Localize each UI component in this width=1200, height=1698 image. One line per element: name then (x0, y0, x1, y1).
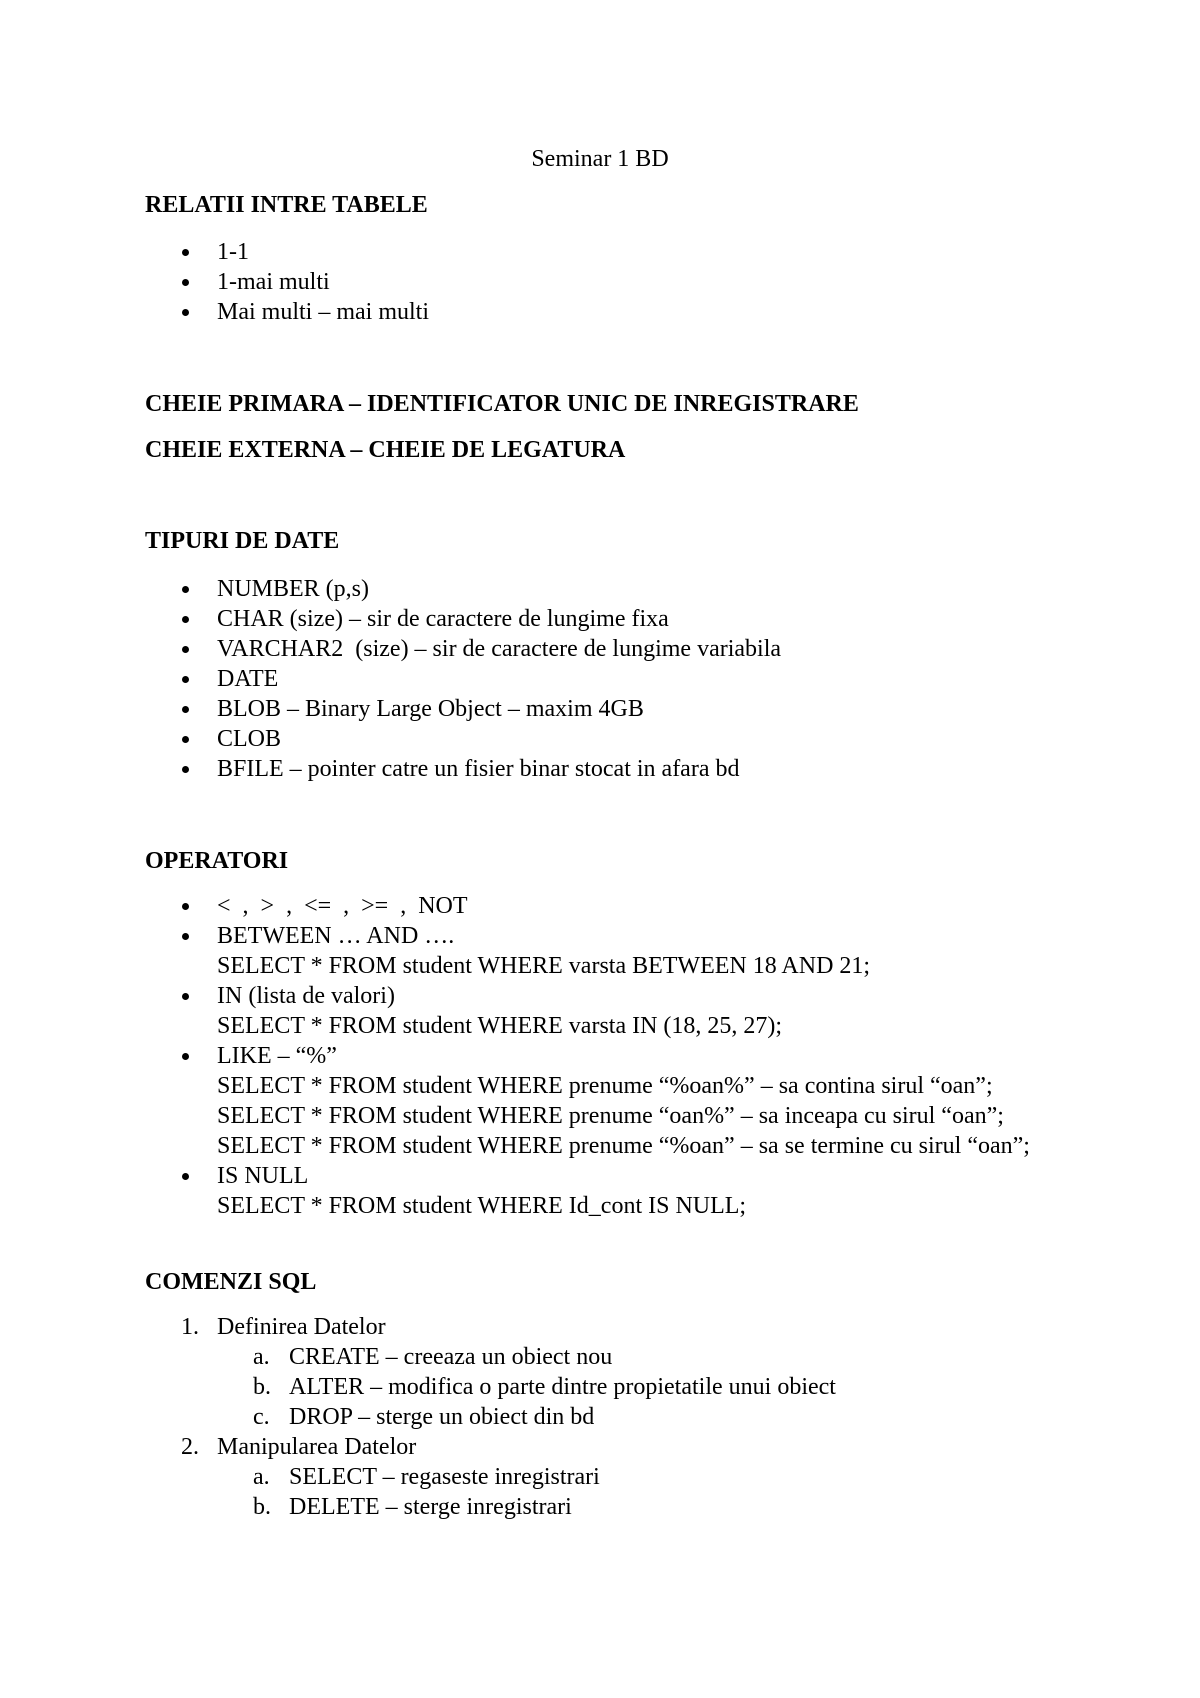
item-letter: a. (253, 1344, 270, 1370)
bullet-icon (182, 706, 189, 713)
lettered-item (145, 1342, 1055, 1372)
numbered-item-text: Manipularea Datelor (217, 1434, 417, 1460)
list-item (145, 267, 1055, 297)
sql-example: SELECT * FROM student WHERE prenume “%oan%” – sa contina sirul “oan”; (217, 1073, 993, 1099)
list-item (145, 724, 1055, 754)
list-item-text: CLOB (217, 726, 282, 752)
comenzi-list (145, 1312, 1055, 1522)
list-item-text: NUMBER (p,s) (217, 576, 370, 602)
document-title: Seminar 1 BD (531, 146, 669, 172)
list-item (145, 1041, 1055, 1161)
list-item (145, 574, 1055, 604)
list-item (145, 297, 1055, 327)
section-heading-tipuri: TIPURI DE DATE (145, 528, 340, 554)
list-item (145, 634, 1055, 664)
lettered-item-text: DROP – sterge un obiect din bd (289, 1404, 595, 1430)
lettered-item-text: ALTER – modifica o parte dintre propietatile unui obiect (289, 1374, 836, 1400)
section-heading-cheie-externa: CHEIE EXTERNA – CHEIE DE LEGATURA (145, 437, 626, 463)
list-item-text: 1-mai multi (217, 269, 330, 295)
operatori-list (145, 891, 1055, 1221)
sql-example: SELECT * FROM student WHERE prenume “oan%” – sa inceapa cu sirul “oan”; (217, 1103, 1004, 1129)
item-number: 2. (181, 1434, 199, 1460)
list-item-text: CHAR (size) – sir de caractere de lungime fixa (217, 606, 669, 632)
list-item (145, 921, 1055, 981)
relatii-list (145, 237, 1055, 327)
lettered-item-text: CREATE – creeaza un obiect nou (289, 1344, 613, 1370)
lettered-item-text: DELETE – sterge inregistrari (289, 1494, 572, 1520)
item-letter: b. (253, 1494, 271, 1520)
bullet-icon (182, 736, 189, 743)
bullet-icon (182, 646, 189, 653)
bullet-icon (182, 1053, 189, 1060)
section-heading-relatii: RELATII INTRE TABELE (145, 192, 428, 218)
list-item (145, 981, 1055, 1041)
lettered-item (145, 1492, 1055, 1522)
sql-example: SELECT * FROM student WHERE varsta IN (18, 25, 27); (217, 1013, 783, 1039)
bullet-icon (182, 933, 189, 940)
list-item-text: DATE (217, 666, 279, 692)
section-heading-operatori: OPERATORI (145, 848, 289, 874)
item-letter: a. (253, 1464, 270, 1490)
lettered-item-text: SELECT – regaseste inregistrari (289, 1464, 600, 1490)
bullet-icon (182, 1173, 189, 1180)
list-item (145, 694, 1055, 724)
sql-example: SELECT * FROM student WHERE varsta BETWEEN 18 AND 21; (217, 953, 871, 979)
item-number: 1. (181, 1314, 199, 1340)
numbered-item-text: Definirea Datelor (217, 1314, 386, 1340)
list-item (145, 604, 1055, 634)
list-item-text: IS NULL (217, 1163, 309, 1189)
item-letter: c. (253, 1404, 270, 1430)
bullet-icon (182, 616, 189, 623)
bullet-icon (182, 676, 189, 683)
list-item-text: Mai multi – mai multi (217, 299, 429, 325)
list-item (145, 754, 1055, 784)
bullet-icon (182, 249, 189, 256)
bullet-icon (182, 903, 189, 910)
list-item-text: LIKE – “%” (217, 1043, 337, 1069)
tipuri-list (145, 574, 1055, 784)
section-heading-comenzi: COMENZI SQL (145, 1269, 317, 1295)
sql-example: SELECT * FROM student WHERE Id_cont IS NULL; (217, 1193, 747, 1219)
list-item (145, 664, 1055, 694)
bullet-icon (182, 766, 189, 773)
numbered-item (145, 1432, 1055, 1462)
list-item-text: < , > , <= , >= , NOT (217, 893, 468, 919)
list-item-text: BLOB – Binary Large Object – maxim 4GB (217, 696, 644, 722)
list-item (145, 237, 1055, 267)
list-item (145, 891, 1055, 921)
bullet-icon (182, 993, 189, 1000)
section-heading-cheie-primara: CHEIE PRIMARA – IDENTIFICATOR UNIC DE INREGISTRARE (145, 391, 859, 417)
lettered-item (145, 1402, 1055, 1432)
lettered-item (145, 1462, 1055, 1492)
list-item-text: 1-1 (217, 239, 249, 265)
list-item-text: IN (lista de valori) (217, 983, 395, 1009)
list-item-text: VARCHAR2 (size) – sir de caractere de lungime variabila (217, 636, 782, 662)
bullet-icon (182, 586, 189, 593)
list-item-text: BETWEEN … AND …. (217, 923, 455, 949)
sql-example: SELECT * FROM student WHERE prenume “%oan” – sa se termine cu sirul “oan”; (217, 1133, 1030, 1159)
list-item-text: BFILE – pointer catre un fisier binar stocat in afara bd (217, 756, 740, 782)
list-item (145, 1161, 1055, 1221)
bullet-icon (182, 279, 189, 286)
item-letter: b. (253, 1374, 271, 1400)
document-body (145, 144, 1055, 1522)
bullet-icon (182, 309, 189, 316)
numbered-item (145, 1312, 1055, 1342)
lettered-item (145, 1372, 1055, 1402)
